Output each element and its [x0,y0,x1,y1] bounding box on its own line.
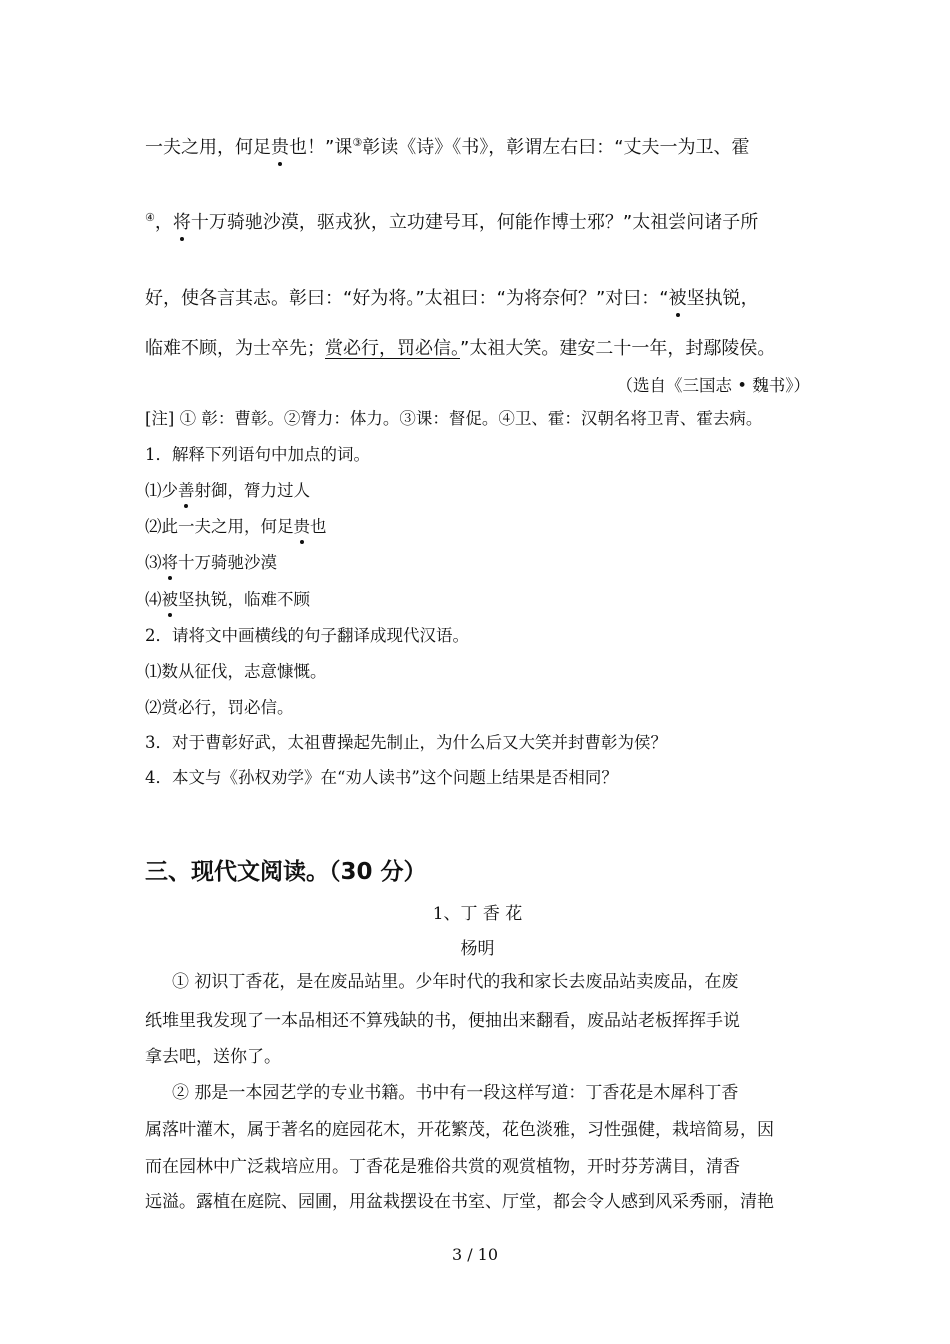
article-title: 1、丁 香 花 [432,904,523,924]
question-1-1: ⑴少善射御，膂力过人 [145,477,810,501]
page-number: 3 / 10 [451,1245,499,1264]
question-2-1: ⑴数从征伐，志意慷慨。 [145,662,327,681]
dotted-char: 被 [669,284,687,310]
dotted-char: 贵 [271,133,289,159]
passage-line-1: 一夫之用，何足贵也！”课③彰读《诗》《书》，彰谓左右曰：“丈夫一为卫、霍 [145,133,810,159]
paragraph-2-line-3: 而在园林中广泛栽培应用。丁香花是雅俗共赏的观赏植物，开时芬芳满目，清香 [145,1157,740,1177]
question-1-2: ⑵此一夫之用，何足贵也 [145,513,810,537]
question-1-3: ⑶将十万骑驰沙漠 [145,549,810,573]
passage-line-3: 好，使各言其志。彰曰：“好为将。”太祖曰：“为将奈何？”对曰：“被坚执锐， [145,284,810,310]
footnote-marker: ③ [352,136,363,149]
dotted-char: 将 [173,208,191,234]
paragraph-2-line-1: ② 那是一本园艺学的专业书籍。书中有一段这样写道：丁香花是木犀科丁香 [172,1083,739,1103]
dotted-char: 贵 [294,513,311,537]
footnote-marker: ④ [145,211,155,224]
article-author: 杨明 [460,939,495,959]
paragraph-2-line-2: 属落叶灌木，属于著名的庭园花木，开花繁茂，花色淡雅，习性强健，栽培简易，因 [145,1120,774,1140]
dotted-char: 被 [162,586,179,610]
passage-line-2: ④，将十万骑驰沙漠，驱戎狄，立功建号耳，何能作博士邪？”太祖尝问诸子所 [145,208,810,234]
paragraph-1-line-1: ① 初识丁香花，是在废品站里。少年时代的我和家长去废品站卖废品，在废 [172,972,739,992]
paragraph-1-line-2: 纸堆里我发现了一本品相还不算残缺的书，便抽出来翻看，废品站老板挥挥手说 [145,1011,740,1031]
dotted-char: 善 [178,477,195,501]
question-4: 4．本文与《孙权劝学》在“劝人读书”这个问题上结果是否相同？ [145,768,618,787]
dotted-char: 将 [162,549,179,573]
section-heading: 三、现代文阅读。（30 分） [145,859,427,885]
question-3: 3．对于曹彰好武，太祖曹操起先制止，为什么后又大笑并封曹彰为侯？ [145,733,667,752]
paragraph-1-line-3: 拿去吧，送你了。 [145,1047,281,1067]
question-1: 1．解释下列语句中加点的词。 [145,445,370,464]
question-2-2: ⑵赏必行，罚必信。 [145,698,294,717]
source-citation: （选自《三国志 • 魏书》） [616,376,810,395]
question-2: 2．请将文中画横线的句子翻译成现代汉语。 [145,626,469,645]
underlined-sentence: 赏必行，罚必信。 [325,338,460,359]
footnote: [注] ① 彰：曹彰。②膂力：体力。③课：督促。④卫、霍：汉朝名将卫青、霍去病。 [145,409,763,428]
passage-line-4: 临难不顾，为士卒先；赏必行，罚必信。”太祖大笑。建安二十一年，封鄢陵侯。 [145,338,776,359]
paragraph-2-line-4: 远溢。露植在庭院、园圃，用盆栽摆设在书室、厅堂，都会令人感到风采秀丽，清艳 [145,1192,774,1212]
question-1-4: ⑷被坚执锐，临难不顾 [145,586,810,610]
